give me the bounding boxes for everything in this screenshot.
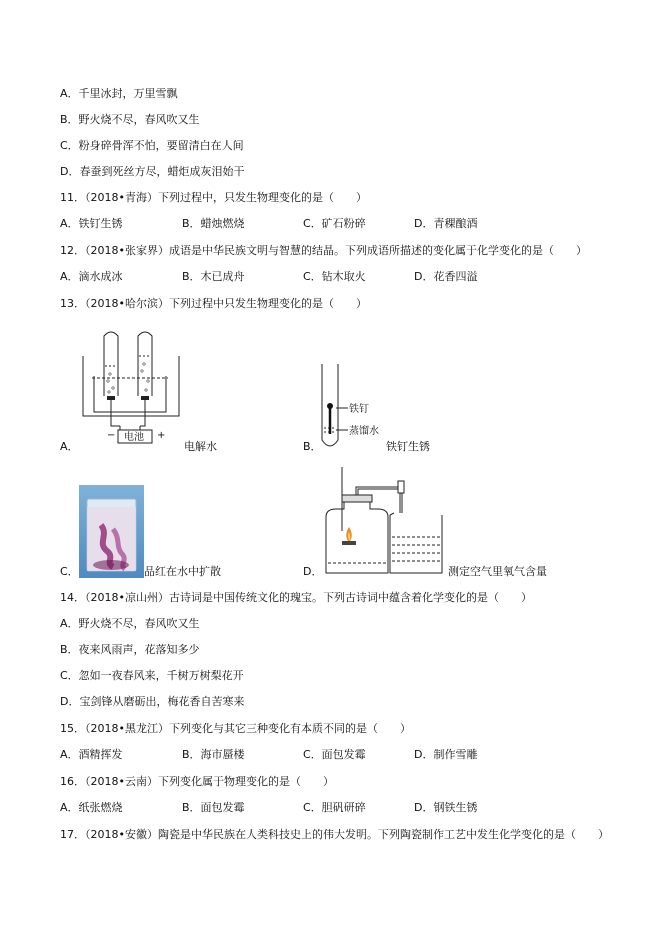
q12-stem: 12．（2018•张家界）成语是中华民族文明与智慧的结晶。下列成语所描述的变化属于化学变化的是（ ） — [60, 244, 587, 257]
q13-option-c-letter: C． — [60, 565, 79, 578]
q15-option-d: D．制作雪雕 — [414, 748, 478, 761]
q15-option-a: A．酒精挥发 — [60, 748, 123, 761]
combustion-spoon-icon — [342, 541, 356, 545]
q12-option-a: A．滴水成冰 — [60, 270, 123, 283]
magenta-diffusion-photo — [79, 485, 144, 578]
electrode-left-icon — [107, 396, 115, 400]
q13-option-d-caption: 测定空气里氧气含量 — [448, 565, 547, 578]
q16-option-a: A．纸张燃烧 — [60, 801, 123, 814]
q16-option-c: C．胆矾研碎 — [303, 801, 366, 814]
nail-test-tube-figure — [318, 362, 384, 454]
q17-stem: 17．（2018•安徽）陶瓷是中华民族在人类科技史上的伟大发明。下列陶瓷制作工艺中发生化学变化的是（ ） — [60, 828, 609, 841]
battery-label: 电池 — [124, 432, 144, 443]
q12-option-c: C．钻木取火 — [303, 270, 366, 283]
q16-option-b: B．面包发霉 — [182, 801, 245, 814]
q11-option-a: A．铁钉生锈 — [60, 217, 123, 230]
q13-option-d-letter: D． — [303, 565, 323, 578]
q14-stem: 14．（2018•凉山州）古诗词是中国传统文化的瑰宝。下列古诗词中蕴含着化学变化的是（ ） — [60, 591, 532, 604]
q16-stem: 16．（2018•云南）下列变化属于物理变化的是（ ） — [60, 775, 334, 788]
oxygen-measurement-apparatus-figure — [318, 465, 448, 577]
prev-option-c: C．粉身碎骨浑不怕，要留清白在人间 — [60, 139, 244, 152]
electrolysis-apparatus-figure — [80, 326, 182, 444]
q14-option-a: A．野火烧不尽，春风吹又生 — [60, 617, 200, 630]
q11-option-c: C．矿石粉碎 — [303, 217, 366, 230]
q11-stem: 11．（2018•青海）下列过程中，只发生物理变化的是（ ） — [60, 191, 367, 204]
q13-option-c-caption: 品红在水中扩散 — [144, 565, 221, 578]
q12-option-b: B．木已成舟 — [182, 270, 245, 283]
q11-option-b: B．蜡烛燃烧 — [182, 217, 245, 230]
plus-sign: + — [157, 430, 166, 441]
nail-label: 铁钉 — [349, 404, 369, 415]
prev-option-d: D．春蚕到死丝方尽，蜡炬成灰泪始干 — [60, 165, 245, 178]
minus-sign: − — [107, 430, 116, 441]
q13-option-b-letter: B． — [303, 440, 322, 453]
q13-stem: 13．（2018•哈尔滨）下列过程中只发生物理变化的是（ ） — [60, 297, 367, 310]
q15-stem: 15．（2018•黑龙江）下列变化与其它三种变化有本质不同的是（ ） — [60, 722, 411, 735]
q15-option-b: B．海市蜃楼 — [182, 748, 245, 761]
q14-option-b: B．夜来风雨声，花落知多少 — [60, 643, 200, 656]
q12-option-d: D．花香四溢 — [414, 270, 478, 283]
prev-option-b: B．野火烧不尽，春风吹又生 — [60, 113, 200, 126]
q14-option-d: D．宝剑锋从磨砺出，梅花香自苦寒来 — [60, 695, 245, 708]
q16-option-d: D．钢铁生锈 — [414, 801, 478, 814]
q13-option-a-caption: 电解水 — [184, 440, 217, 453]
q15-option-c: C．面包发霉 — [303, 748, 366, 761]
q13-option-b-caption: 铁钉生锈 — [386, 440, 430, 453]
distilled-water-label: 蒸馏水 — [349, 426, 379, 437]
prev-option-a: A．千里冰封，万里雪飘 — [60, 87, 178, 100]
q13-option-a-letter: A． — [60, 440, 79, 453]
electrode-right-icon — [141, 396, 149, 400]
q11-option-d: D．青稞酿酒 — [414, 217, 478, 230]
q14-option-c: C．忽如一夜春风来，千树万树梨花开 — [60, 669, 244, 682]
